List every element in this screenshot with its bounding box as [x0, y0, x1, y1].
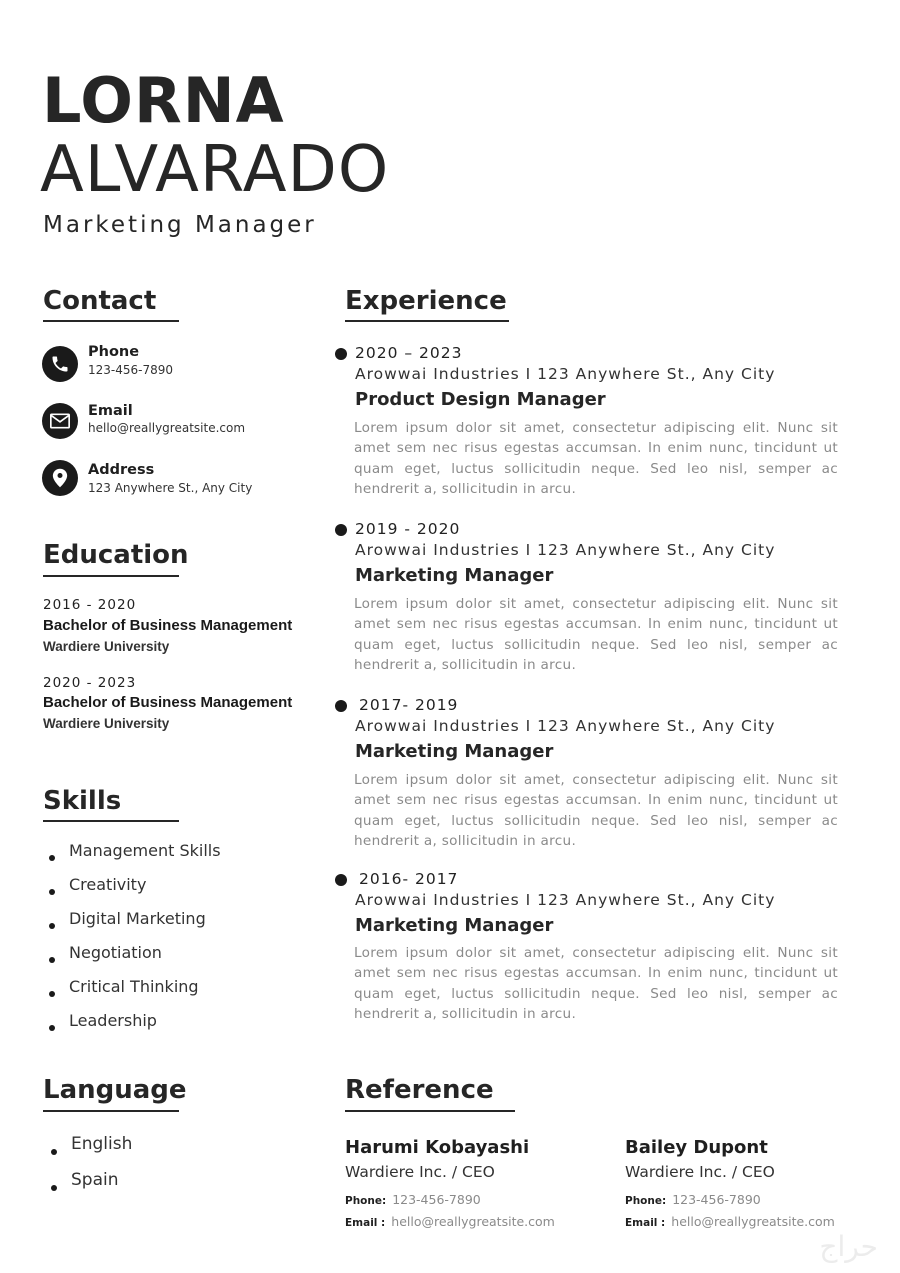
watermark: حراج	[819, 1230, 878, 1263]
education-years: 2020 - 2023	[43, 675, 137, 691]
reference-email-label: Email :	[625, 1217, 666, 1229]
experience-role: Marketing Manager	[355, 565, 554, 586]
skills-heading: Skills	[43, 786, 122, 816]
contact-address-label: Address	[88, 462, 155, 478]
experience-company: Arowwai Industries I 123 Anywhere St., Any City	[355, 717, 776, 735]
skill-item: Negotiation	[43, 943, 221, 977]
education-school: Wardiere University	[43, 716, 170, 731]
reference-phone	[345, 1192, 481, 1207]
contact-address-value: 123 Anywhere St., Any City	[88, 481, 253, 495]
reference-name: Harumi Kobayashi	[345, 1137, 530, 1158]
reference-divider	[345, 1110, 515, 1112]
education-school: Wardiere University	[43, 639, 170, 654]
contact-email	[42, 403, 312, 443]
reference-phone-value: 123-456-7890	[392, 1192, 481, 1207]
last-name: ALVARADO	[40, 133, 390, 207]
education-heading: Education	[43, 540, 189, 570]
experience-description: Lorem ipsum dolor sit amet, consectetur adipiscing elit. Nunc sit amet sem nec risus egestas accumsan. In enim nunc, tincidunt ut quam eget, luctus sollicitudin neque. Sed leo nisl, semper ac hendrerit a, sollicitudin in arcu.	[354, 772, 838, 850]
reference-phone	[625, 1192, 761, 1207]
first-name: LORNA	[42, 64, 285, 137]
skill-item: Digital Marketing	[43, 909, 221, 943]
experience-years: 2019 - 2020	[355, 520, 461, 538]
contact-address	[42, 460, 312, 500]
skill-item: Leadership	[43, 1011, 221, 1045]
language-item: English	[45, 1134, 132, 1170]
experience-entry	[334, 696, 844, 856]
reference-name: Bailey Dupont	[625, 1137, 768, 1158]
experience-entry	[334, 520, 844, 680]
reference-heading: Reference	[345, 1075, 494, 1105]
timeline-dot	[335, 348, 347, 360]
experience-heading: Experience	[345, 286, 507, 316]
contact-email-value: hello@reallygreatsite.com	[88, 421, 246, 435]
education-degree: Bachelor of Business Management	[43, 694, 293, 711]
experience-years: 2016- 2017	[359, 870, 459, 888]
experience-years: 2017- 2019	[359, 696, 459, 714]
contact-phone-label: Phone	[88, 344, 140, 360]
location-pin-icon	[42, 460, 78, 496]
experience-description: Lorem ipsum dolor sit amet, consectetur adipiscing elit. Nunc sit amet sem nec risus egestas accumsan. In enim nunc, tincidunt ut quam eget, luctus sollicitudin neque. Sed leo nisl, semper ac hendrerit a, sollicitudin in arcu.	[354, 596, 838, 674]
reference-card	[625, 1137, 885, 1237]
skill-item: Critical Thinking	[43, 977, 221, 1011]
experience-role: Marketing Manager	[355, 915, 554, 936]
experience-entry	[334, 344, 844, 504]
education-divider	[43, 575, 179, 577]
experience-role: Marketing Manager	[355, 741, 554, 762]
reference-email-value: hello@reallygreatsite.com	[391, 1214, 555, 1229]
contact-email-label: Email	[88, 403, 133, 419]
reference-phone-label: Phone:	[625, 1195, 667, 1207]
reference-card	[345, 1137, 605, 1237]
experience-divider	[345, 320, 509, 322]
education-years: 2016 - 2020	[43, 597, 137, 613]
experience-years: 2020 – 2023	[355, 344, 463, 362]
skill-item: Creativity	[43, 875, 221, 909]
experience-description: Lorem ipsum dolor sit amet, consectetur adipiscing elit. Nunc sit amet sem nec risus egestas accumsan. In enim nunc, tincidunt ut quam eget, luctus sollicitudin neque. Sed leo nisl, semper ac hendrerit a, sollicitudin in arcu.	[354, 945, 838, 1023]
language-divider	[43, 1110, 179, 1112]
experience-company: Arowwai Industries I 123 Anywhere St., Any City	[355, 365, 776, 383]
reference-email-value: hello@reallygreatsite.com	[671, 1214, 835, 1229]
reference-email	[345, 1214, 555, 1229]
experience-role: Product Design Manager	[355, 389, 606, 410]
language-heading: Language	[43, 1075, 187, 1105]
skills-list	[43, 841, 221, 1045]
skill-item: Management Skills	[43, 841, 221, 875]
reference-company: Wardiere Inc. / CEO	[345, 1163, 495, 1181]
language-item: Spain	[45, 1170, 132, 1206]
experience-description: Lorem ipsum dolor sit amet, consectetur adipiscing elit. Nunc sit amet sem nec risus egestas accumsan. In enim nunc, tincidunt ut quam eget, luctus sollicitudin neque. Sed leo nisl, semper ac hendrerit a, sollicitudin in arcu.	[354, 420, 838, 498]
reference-company: Wardiere Inc. / CEO	[625, 1163, 775, 1181]
reference-email	[625, 1214, 835, 1229]
reference-phone-value: 123-456-7890	[672, 1192, 761, 1207]
contact-heading: Contact	[43, 286, 157, 316]
education-degree: Bachelor of Business Management	[43, 617, 293, 634]
reference-email-label: Email :	[345, 1217, 386, 1229]
timeline-dot	[335, 700, 347, 712]
language-list	[45, 1134, 132, 1206]
timeline-dot	[335, 874, 347, 886]
timeline-dot	[335, 524, 347, 536]
skills-divider	[43, 820, 179, 822]
contact-phone	[42, 345, 312, 385]
experience-company: Arowwai Industries I 123 Anywhere St., Any City	[355, 891, 776, 909]
email-icon	[42, 403, 78, 439]
contact-phone-value: 123-456-7890	[88, 363, 174, 377]
experience-entry	[334, 870, 844, 1030]
experience-company: Arowwai Industries I 123 Anywhere St., Any City	[355, 541, 776, 559]
reference-phone-label: Phone:	[345, 1195, 387, 1207]
job-title: Marketing Manager	[43, 212, 317, 238]
contact-divider	[43, 320, 179, 322]
phone-icon	[42, 346, 78, 382]
